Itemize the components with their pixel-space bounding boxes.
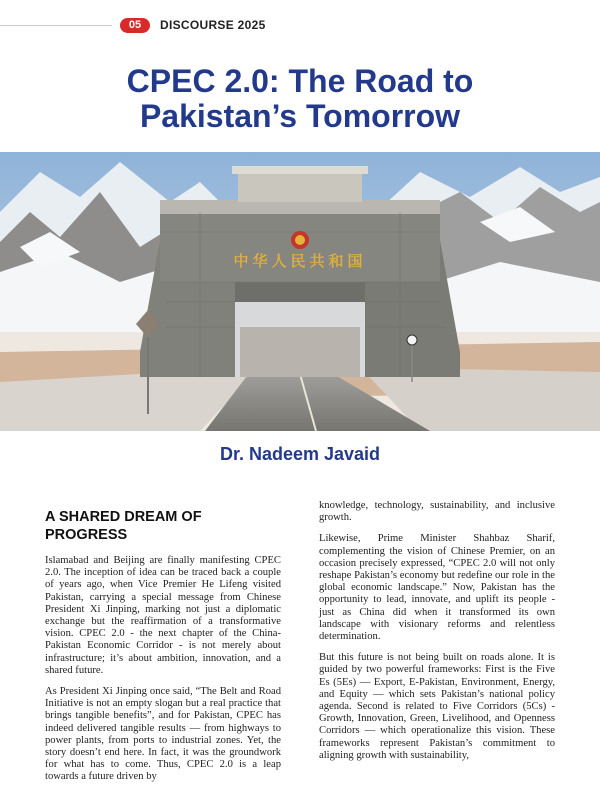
title-line-1: CPEC 2.0: The Road to [126, 63, 474, 99]
paragraph: knowledge, technology, sustainability, and inclusive growth. [319, 500, 555, 524]
left-column [45, 508, 281, 793]
paragraph: As President Xi Jinping once said, “The Belt and Road Initiative is not an empty slogan but a real practice that brings tangible benefits”, and for Pakistan, CPEC has indeed delivered tangible results — from highways to power plants, from ports to industrial zones. Yet, the story doesn’t end here. In fact, it was the groundwork for what has to come. Thus, CPEC 2.0 is a leap towards a future driven by [45, 686, 281, 783]
paragraph: Islamabad and Beijing are finally manifesting CPEC 2.0. The inception of idea can be traced back a couple of years ago, when Vice Premier He Lifeng visited Pakistan, carrying a special message from Chinese President Xi Jinping, marking not just a diplomatic exchange but the reaffirmation of a transformative vision. CPEC 2.0 - the next chapter of the China-Pakistan Economic Corridor - is not merely about infrastructure; it’s about ambition, innovation, and a shared future. [45, 555, 281, 676]
article-title [40, 64, 560, 134]
khunjerab-gate-illustration [0, 152, 600, 431]
gate-sign-text: 中华人民共和国 [233, 252, 367, 270]
section-label: DISCOURSE 2025 [160, 18, 266, 32]
title-line-2: Pakistan’s Tomorrow [139, 98, 461, 134]
page-number-badge: 05 [120, 18, 150, 33]
section-subheading: A SHARED DREAM OF PROGRESS [45, 509, 202, 543]
header-rule [0, 25, 112, 26]
paragraph: But this future is not being built on roads alone. It is guided by two powerful frameworks: First is the Five Es (5Es) — Export, E-Pakistan, Environment, Energy, and Equity — which sets Pakistan’s national policy agenda. Second is related to Five Corridors (5Cs) - Growth, Innovation, Green, Livelihood, and Openness Corridors — which operationalize this vision. These frameworks represent Pakistan’s commitment to aligning growth with sustainability, [319, 652, 555, 761]
hero-image [0, 152, 600, 431]
page-header [0, 16, 600, 36]
author-name: Dr. Nadeem Javaid [219, 444, 381, 464]
paragraph: Likewise, Prime Minister Shahbaz Sharif, complementing the vision of Chinese Premier, on an occasion precisely expressed, “CPEC 2.0 will not only reshape Pakistan’s economy but redefine our role in the global economic landscape.” Now, Pakistan has the opportunity to lead, innovate, and uplift its people - just as China did when it transformed its own landscape with visionary reforms and relentless determination. [319, 533, 555, 643]
right-column [319, 500, 555, 771]
